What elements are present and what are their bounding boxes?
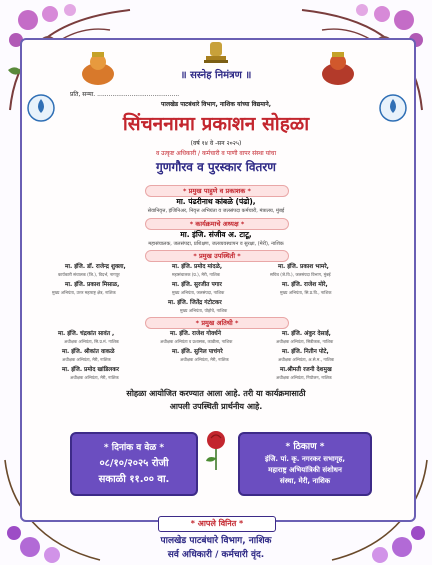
presence-name: मा. इंजि. प्रकाश भामरे,	[278, 264, 329, 270]
guest-role: अधीक्षक अभियंता, नियोजन, नाशिक	[276, 375, 332, 380]
temple-logo-icon	[318, 52, 358, 86]
national-emblem-icon	[200, 40, 232, 66]
guest-role: अधीक्षक अभियंता, मेरी, नाशिक	[62, 357, 111, 362]
venue-label: * ठिकाण *	[285, 442, 325, 452]
presence-name: मा. इंजि. डॉ. राजेन्द्र शुक्ला,	[65, 264, 126, 270]
president-role: महासंचालक, जलसंपदा, प्रशिक्षण, जलव्यवस्थापन व सुरक्षा, (मेरी), नाशिक	[148, 241, 284, 247]
guest-role: अधीक्षक अभियंता, सि.प्र.मं. नाशिक	[64, 339, 119, 344]
guest-role: अधीक्षक अभियंता, सिडीकक, नाशिक	[276, 339, 334, 344]
presence-role: सचिव (जे.वि.), जलसंपदा विभाग, मुंबई	[270, 272, 331, 277]
guest-name: मा. इंजि. प्रमोद खांडिलकर	[62, 367, 120, 373]
special-presence-label: * प्रमुख अतिथी *	[145, 317, 289, 329]
award-title: गुणगौरव व पुरस्कार वितरण	[156, 160, 276, 174]
guest-role: अधीक्षक अभियंता, मेरी, नाशिक	[180, 357, 229, 362]
presence-role: मुख्य अभियंता, सि.प्र.वि., नाशिक	[280, 290, 332, 295]
date-time-label: * दिनांक व वेळ *	[103, 443, 165, 453]
guest-name: मा.श्रीमती रजनी देशमुख	[280, 367, 332, 373]
guest-name: मा. इंजि. अंकुर देसाई,	[282, 331, 331, 337]
presence-role: मुख्य अभियंता, उत्तर महाराष्ट्र क्षेत्र, नाशिक	[52, 290, 116, 295]
guest-role: अधीक्षक अभियंता व प्रशासक, काडीला, नाशिक	[160, 339, 233, 344]
footer-label: * आपले विनित *	[158, 516, 276, 532]
main-presence-label: * प्रमुख उपस्थिती *	[145, 250, 289, 262]
closing-line-2: आपली उपस्थिती प्रार्थनीय आहे.	[169, 402, 263, 411]
year-line: (वर्ष १४ वे -सन २०२५)	[190, 140, 242, 147]
presence-role: मुख्य अभियंता, जलसंपदा, नाशिक	[172, 290, 225, 295]
guest-name: मा. इंजि. श्रीकांत वाकळे	[62, 349, 115, 355]
event-time: सकाळी ११.०० वा.	[98, 474, 170, 485]
venue-line-1: इंजि. पां. कृ. नगरकर सभागृह,	[264, 455, 346, 463]
guest-name: मा. इंजि. सुनिल पाचंगरे	[172, 349, 223, 355]
rose-icon	[203, 428, 229, 472]
ganesh-idol-icon	[78, 52, 118, 86]
chief-guest-role: सेवानिवृत्त, इंजिनिअर, निवृत्त अभियंता व जलसंपदा कर्मचारी, मंत्रालय, मुंबई	[147, 208, 285, 214]
venue-line-2: महाराष्ट्र अभियांत्रिकी संशोधन	[268, 466, 342, 474]
event-date: ०८/१०/२०२५ रोजी	[99, 458, 169, 469]
presence-role: मुख्य अभियंता, पोहोचे, नाशिक	[180, 308, 228, 313]
chief-guest-name: मा. पंढरीनाथ कांबळे (पंढो),	[176, 197, 256, 206]
venue-line-3: संस्था, मेरी, नाशिक	[279, 477, 331, 485]
footer-staff-line: सर्व अधिकारी / कर्मचारी वृंद.	[167, 550, 265, 560]
chief-guest-label: * प्रमुख पाहुणे व प्रकाशक *	[145, 185, 289, 197]
guest-role: अधीक्षक अभियंता, अ.से.म., नाशिक	[278, 357, 334, 362]
presence-name: मा. इंजि. प्रमोद मांदळे,	[172, 264, 223, 270]
president-name: मा. इंजि. संजीव अ. टाटू,	[180, 230, 252, 239]
presence-role: महासंचालक (प्र.), मेरी, नाशिक	[172, 272, 220, 277]
salutation: प्रति, सन्मा. ...........................................	[70, 91, 180, 98]
presence-role: कार्यकारी संचालक (जि.), विदर्भ, नागपूर	[58, 272, 120, 277]
guest-name: मा. इंजि. राजेश गोवर्धने	[170, 331, 221, 337]
presence-name: मा. इंजि. जितेंद्र गंटोटकर	[168, 300, 222, 306]
closing-line-1: सोहळा आयोजित करण्यात आला आहे. तरी या कार्यक्रमासाठी	[126, 389, 306, 398]
invite-title: ॥ सस्नेह निमंत्रण ॥	[180, 70, 252, 81]
presence-name: मा. इंजि. सुरजीत पगार	[172, 282, 222, 288]
guest-name: मा. इंजि. नितीन पोटे,	[282, 349, 329, 355]
footer-org-line: पालखेड पाटबंधारे विभाग, नाशिक	[160, 536, 272, 546]
presence-name: मा. इंजि. प्रकाश मिसाळ,	[65, 282, 120, 288]
presence-name: मा. इंजि. राजेश मोरे,	[282, 282, 328, 288]
award-intro: व उत्कृष्ट अधिकारी / कर्मचारी व पाणी वापर संस्था यांचा	[155, 150, 277, 157]
guest-name: मा. इंजि. चंद्रकांत सावंत ,	[58, 331, 115, 337]
date-time-box	[70, 432, 198, 496]
organizer-line: पालखेड पाटबंधारे विभाग, नाशिक यांच्या विद्यमाने,	[160, 101, 271, 108]
guest-role: अधीक्षक अभियंता, मेरी, नाशिक	[70, 375, 119, 380]
venue-box	[238, 432, 372, 496]
main-title: सिंचननामा प्रकाशन सोहळा	[122, 113, 310, 135]
president-label: * कार्यक्रमाचे अध्यक्ष *	[145, 218, 289, 230]
